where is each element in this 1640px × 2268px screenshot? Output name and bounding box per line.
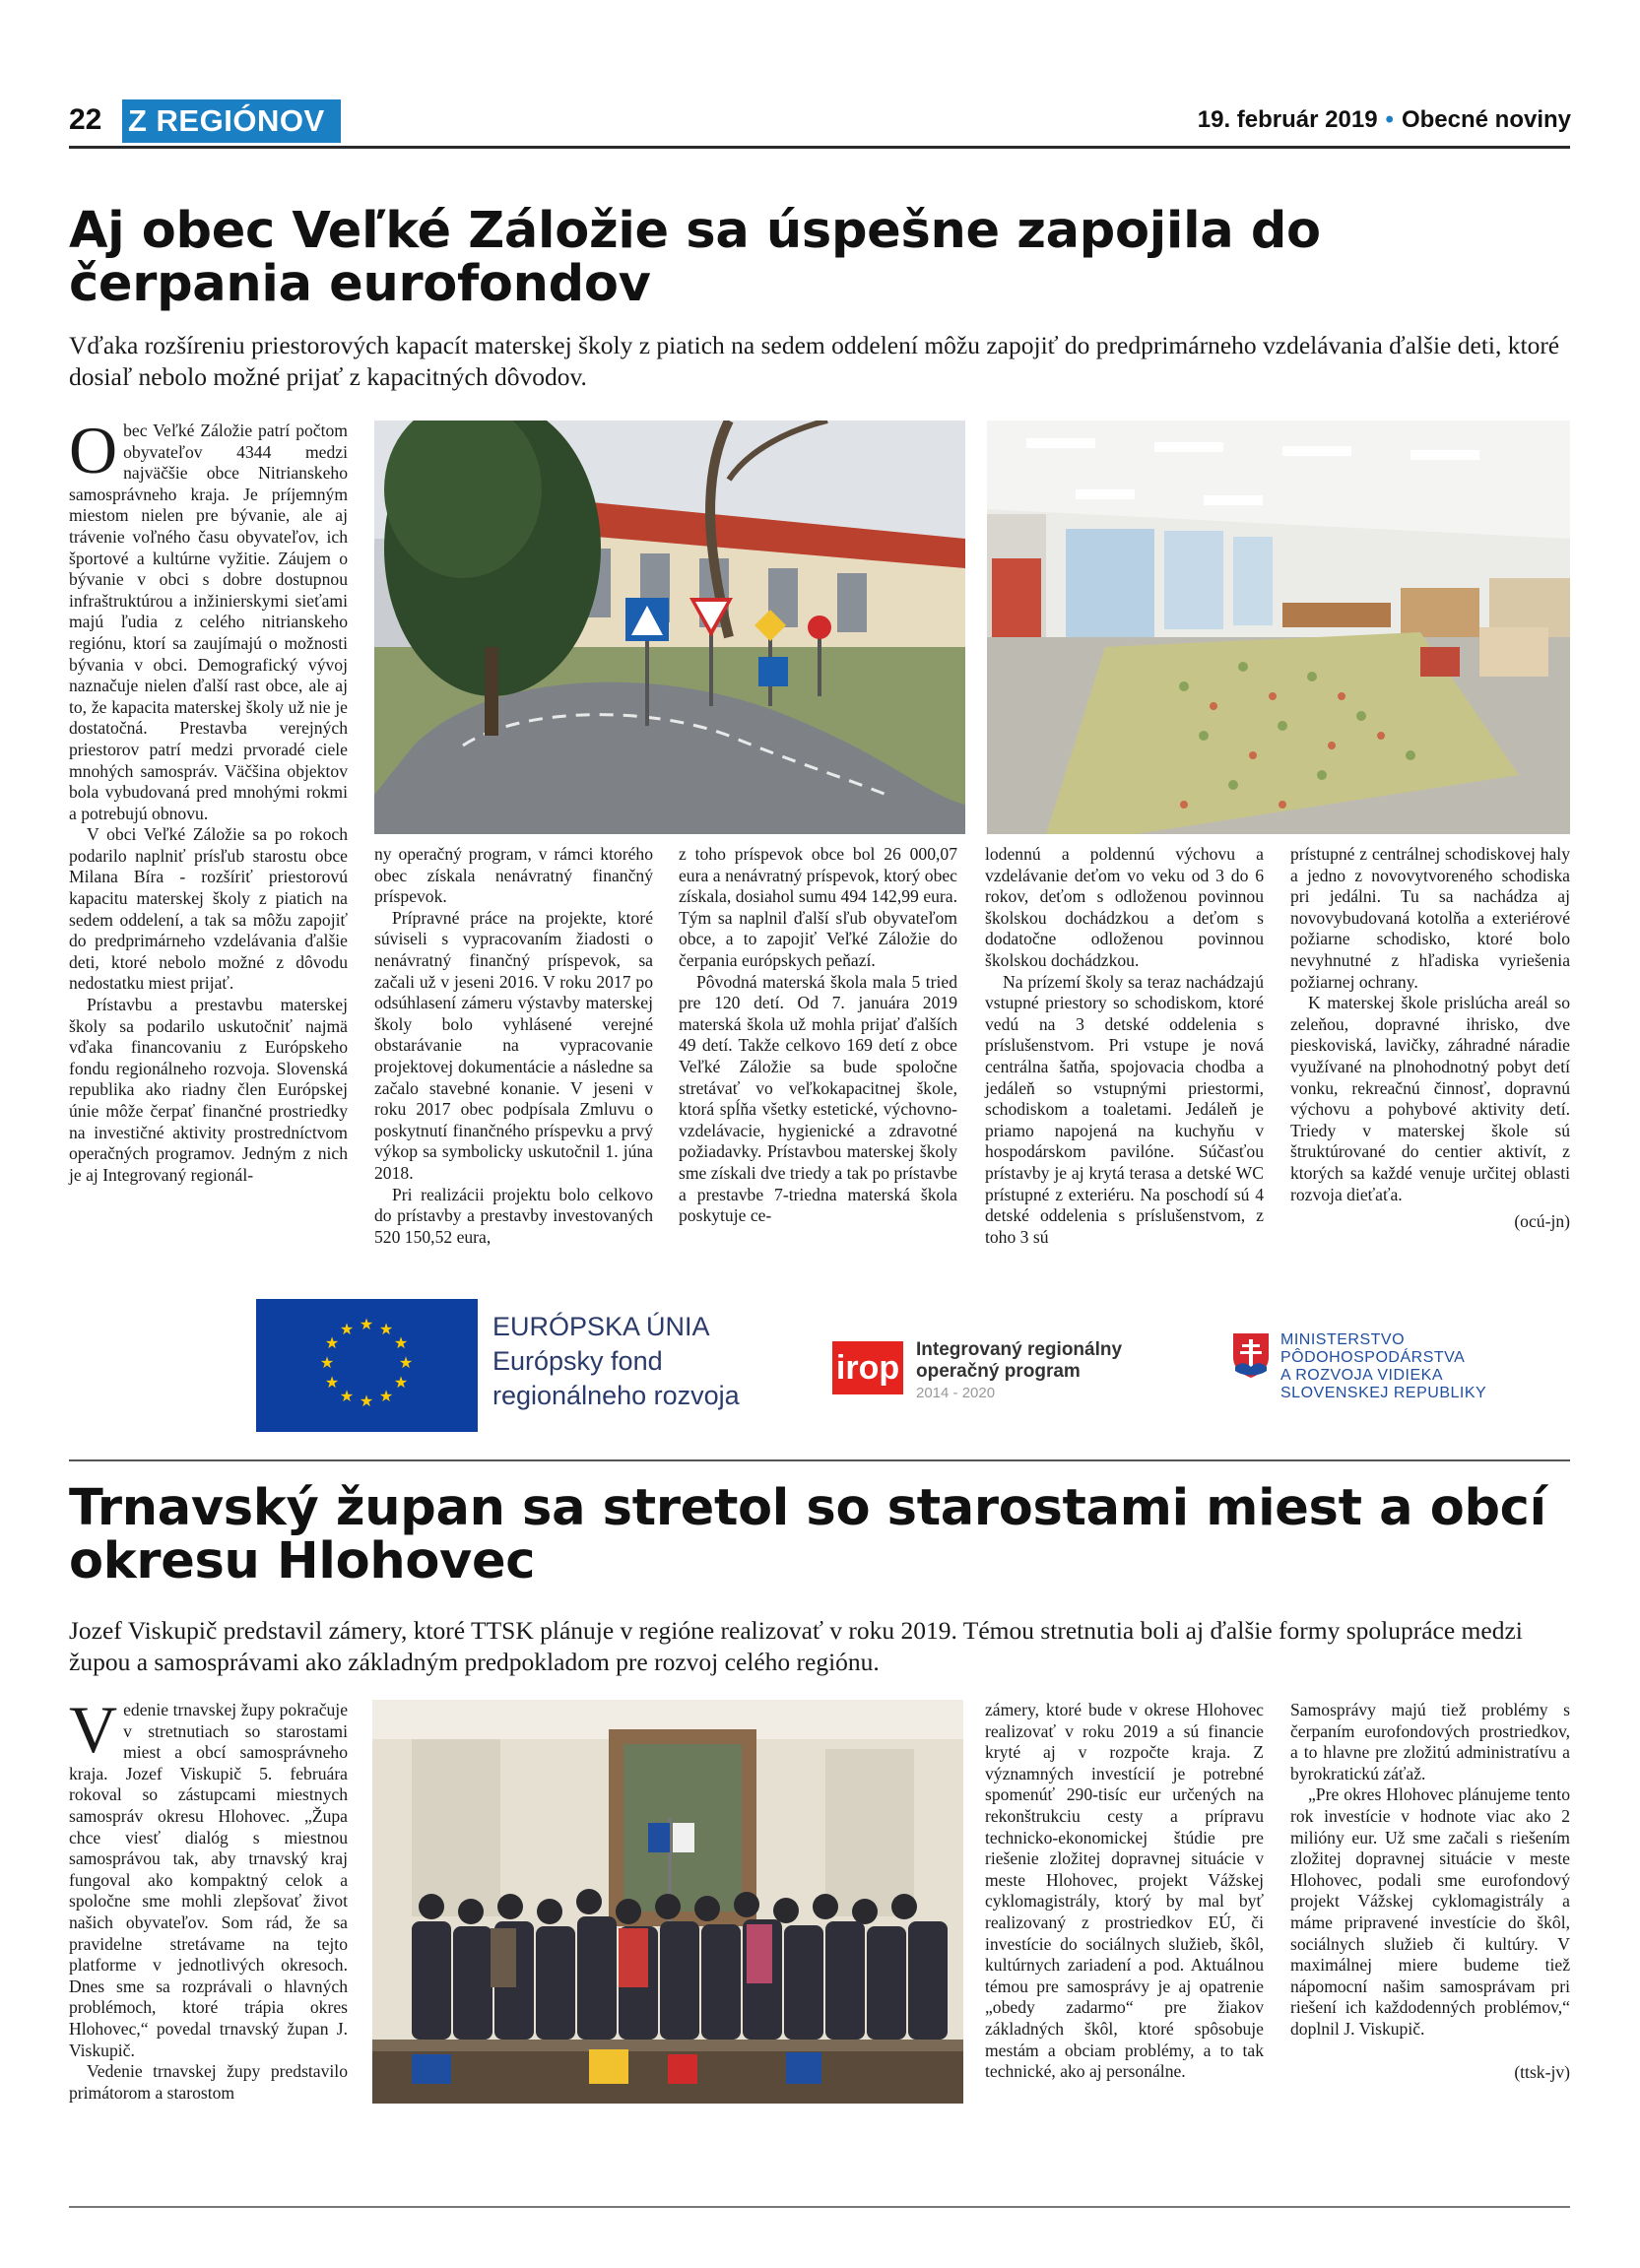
issue-date: 19. február 2019 [1197, 106, 1378, 133]
article1-lead: Vďaka rozšíreniu priestorových kapacít materskej školy z piatich na sedem oddelení môžu zapojiť do predprimárneho vzdelávania ďalšie deti, ktoré dosiaľ nebolo možné prijať z kapacitných dôvodov. [69, 331, 1560, 391]
irop-years: 2014 - 2020 [916, 1385, 996, 1401]
svg-text:★: ★ [319, 1353, 335, 1372]
photo-classroom [987, 421, 1570, 834]
article2-title: Trnavský župan sa stretol so starostami miest a obcí okresu Hlohovec [69, 1479, 1546, 1590]
paragraph: Pri realizácii projektu bolo celkovo do prístavby a prestavby investovaných 520 150,52 eura, [374, 1184, 653, 1247]
ministry-line: PÔDOHOSPODÁRSTVA [1280, 1349, 1466, 1366]
article1-signature: (ocú-jn) [1514, 1211, 1570, 1232]
article2-column-1 [69, 1692, 348, 2104]
paragraph: bec Veľké Záložie patrí počtom obyvateľov 4344 medzi najväčšie obce Nitrianskeho samosprávneho kraja. Je príjemným miestom nielen pre bývanie, ale aj trávenie voľného času obyvateľov, ich športové a kultúrne vyžitie. Záujem o bývanie v obci s dobre dostupnou infraštruktúrou a inžinierskymi sieťami majú ľudia z celého nitrianskeho regiónu, ktorí sa zaujímajú o možnosti bývania v obci. Demografický vývoj naznačuje nielen ďalší rast obce, ale aj to, že kapacita materskej školy už nie je dostatočná. Prestavba verejných priestorov patrí medzi prvoradé ciele mnohých samospráv. Väčšina objektov bola vybudovaná pred mnohými rokmi a potrebujú obnovu. [69, 421, 348, 823]
paragraph: V obci Veľké Záložie sa po rokoch podarilo naplniť prísľub starostu obce Milana Bíra - rozšíriť priestorovú kapacitu materskej školy z piatich na sedem oddelení, a tak sa môžu zapojiť do predprimárneho vzdelávania ďalšie deti, ktoré nebolo možné z dôvodu nedostatku miest prijať. [69, 824, 348, 994]
paragraph: zámery, ktoré bude v okrese Hlohovec realizovať v roku 2019 a sú financie kryté aj v rozpočte kraja. Z významných investícií je potrebné spomenúť 290-tisíc eur určených na rekonštrukciu cesty a prípravu technicko-ekonomickej štúdie pre riešenie zložitej dopravnej situácie v meste Hlohovec, projekt Vážskej cyklomagistrály, ktorý by mal byť realizovaný z prostriedkov EÚ, či investície do sociálnych služieb, škôl, kultúrnych zariadení a pod. Aktuálnou témou pre samosprávy je aj opatrenie „obedy zadarmo“ pre žiakov základných škôl, ktoré spôsobuje mestám a obciam problémy, a to tak technické, ako aj personálne. [985, 1700, 1264, 2082]
article1-column-4 [985, 844, 1264, 1248]
ministry-line: MINISTERSTVO [1280, 1331, 1406, 1348]
separator-dot: • [1385, 106, 1394, 133]
svg-text:★: ★ [324, 1333, 340, 1352]
paragraph: lodennú a poldennú výchovu a vzdelávanie deťom vo veku od 3 do 6 rokov, deťom s odloženou povinnou školskou dochádzkou a deťom s dodatočne odloženou povinnou školskou dochádzkou. [985, 844, 1264, 970]
article1-column-2 [374, 844, 653, 1248]
article2-signature: (ttsk-jv) [1514, 2061, 1570, 2082]
section-divider [69, 1459, 1570, 1461]
svg-text:★: ★ [393, 1333, 409, 1352]
svg-text:★: ★ [378, 1387, 394, 1405]
svg-text:★: ★ [324, 1373, 340, 1392]
svg-text:★: ★ [393, 1373, 409, 1392]
photo-group-meeting [372, 1700, 963, 2104]
paragraph: Vedenie trnavskej župy predstavilo primátorom a starostom [69, 2061, 348, 2103]
article2-column-2 [985, 1700, 1264, 2083]
article2-lead: Jozef Viskupič predstavil zámery, ktoré TTSK plánuje v regióne realizovať v roku 2019. Témou stretnutia boli aj ďalšie formy spolupráce medzi župou a samosprávami ako základným predpokladom pre rozvoj celého regiónu. [69, 1616, 1523, 1676]
irop-line: operačný program [916, 1361, 1081, 1382]
paragraph: Samosprávy majú tiež problémy s čerpaním eurofondových prostriedkov, a to hlavne pre zložitú administratívu a byrokratickú záťaž. [1290, 1700, 1570, 1783]
slovak-coat-of-arms-icon [1231, 1331, 1271, 1379]
article2-column-3 [1290, 1700, 1570, 2083]
paragraph: z toho príspevok obce bol 26 000,07 eura a nenávratný príspevok, ktorý obec získala, dosiahol sumu 494 142,99 eura. Tým sa naplnil ďalší sľub obyvateľom obce, a to zapojiť Veľké Záložie do čerpania európskych peňazí. [679, 844, 957, 970]
paragraph: Pôvodná materská škola mala 5 tried pre 120 detí. Od 7. januára 2019 materská škola už mohla prijať ďalších 49 detí. Takže celkovo 169 detí z obce Veľké Záložie sa bude spoločne stretávať vo veľkokapacitnej škole, ktorá spĺňa všetky estetické, výchovno-vzdelávacie, hygienické a zdravotné požiadavky. Prístavbou materskej školy sme získali dve triedy a tak po prístavbe a prestavbe 7-triedna materská škola poskytuje ce- [679, 971, 957, 1226]
irop-text [916, 1339, 1122, 1404]
eu-line: EURÓPSKA ÚNIA [492, 1312, 710, 1341]
paragraph: Na prízemí školy sa teraz nachádzajú vstupné priestory so schodiskom, ktoré vedú na 3 detské oddelenia s príslušenstvom. Pri vstupe je nová centrálna šatňa, spojovacia chodba a jedáleň so vstupnými priestormi, schodiskom a toaletami. Jedáleň je priamo napojená na kuchyňu v hospodárskom pavilóne. Súčasťou prístavby je aj krytá terasa a detské WC prístupné z exteriéru. Na poschodí sú 4 detské oddelenia s príslušenstvom, z toho 3 sú [985, 971, 1264, 1247]
paragraph: „Pre okres Hlohovec plánujeme tento rok investície v hodnote viac ako 2 milióny eur. Už sme začali s riešením zložitej dopravnej situácie v meste Hlohovec, podali sme eurofondový projekt Vážskej cyklomagistrály a máme pripravené investície do škôl, sociálnych služieb či kultúry. V maximálnej miere budeme tiež nápomocní našim samosprávam pri riešení ich každodenných problémov,“ doplnil J. Viskupič. [1290, 1784, 1570, 2039]
paragraph: ny operačný program, v rámci ktorého obec získala nenávratný finančný príspevok. [374, 844, 653, 907]
eu-line: Európsky fond [492, 1346, 663, 1376]
photo-traffic-playground [374, 421, 965, 834]
article1-title: Aj obec Veľké Záložie sa úspešne zapojila do čerpania eurofondov [69, 202, 1321, 313]
svg-text:★: ★ [398, 1353, 414, 1372]
newspaper-name: Obecné noviny [1401, 106, 1571, 133]
svg-text:★: ★ [359, 1392, 374, 1410]
ministry-text [1280, 1331, 1486, 1402]
article1-column-1 [69, 413, 348, 1186]
eu-flag-icon [256, 1299, 478, 1432]
eu-line: regionálneho rozvoja [492, 1381, 740, 1410]
header-rule [69, 146, 1570, 149]
eu-fund-text [492, 1310, 740, 1413]
irop-line: Integrovaný regionálny [916, 1339, 1123, 1360]
svg-text:★: ★ [378, 1320, 394, 1338]
paragraph: Prístavbu a prestavbu materskej školy sa podarilo uskutočniť najmä vďaka financovaniu z Európskeho fondu regionálneho rozvoja. Slovenská republika ako riadny člen Európskej únie môže čerpať finančné prostriedky na investičné aktivity prostredníctvom operačných programov. Jedným z nich je aj Integrovaný regionál- [69, 995, 348, 1185]
footer-rule [69, 2206, 1570, 2208]
paragraph: prístupné z centrálnej schodiskovej haly a jedno z novovytvoreného schodiska pri jedálni. Tu sa nachádza aj novovybudovaná kotolňa a exteriérové požiarne schodisko, ktoré bolo nevyhnutné z hľadiska vyriešenia požiarnej ochrany. [1290, 844, 1570, 992]
section-label: Z REGIÓNOV [122, 99, 341, 143]
irop-logo-icon: irop [832, 1341, 903, 1394]
svg-text:★: ★ [339, 1320, 355, 1338]
ministry-line: A ROZVOJA VIDIEKA [1280, 1367, 1443, 1384]
drop-cap: O [69, 413, 118, 487]
paragraph: Prípravné práce na projekte, ktoré súviseli s vypracovaním žiadosti o nenávratný finančný príspevok, sa začali už v jeseni 2016. V roku 2017 po odsúhlasení zámeru výstavby materskej školy bolo vyhlásené verejné obstarávanie na vypracovanie projektovej dokumentácie a následne sa začalo stavebné konanie. V jeseni v roku 2017 obec podpísala Zmluvu o poskytnutí finančného príspevku a prvý výkop sa symbolicky uskutočnil 1. júna 2018. [374, 907, 653, 1183]
paragraph: K materskej škole prislúcha areál so zeleňou, dopravné ihrisko, dve pieskoviská, lavičky, záhradné náradie využívané na plnohodnotný pobyt detí vonku, rekreačnú činnosť, dopravnú výchovu a pohybové aktivity detí. Triedy v materskej škole sú štruktúrované do centier aktivít, z ktorých sa každé venuje určitej oblasti rozvoja dieťaťa. [1290, 993, 1570, 1204]
svg-text:★: ★ [339, 1387, 355, 1405]
ministry-line: SLOVENSKEJ REPUBLIKY [1280, 1385, 1487, 1401]
article1-column-5 [1290, 844, 1570, 1233]
svg-text:★: ★ [359, 1315, 374, 1333]
paragraph: edenie trnavskej župy pokračuje v stretnutiach so starostami miest a obcí samosprávneho kraja. Jozef Viskupič 5. februára rokoval so zástupcami miestnych samospráv okresu Hlohovec. „Župa chce viesť dialóg s miestnou samosprávou tak, aby trnavský kraj fungoval ako kompaktný celok a spoločne sme mohli zlepšovať život našich obyvateľov. Som rád, že sa pravidelne stretávame na tejto platforme v jednotlivých okresoch. Dnes sme sa rozprávali o hlavných problémoch, ktoré trápia okres Hlohovec,“ povedal trnavský župan J. Viskupič. [69, 1700, 348, 2060]
page-number: 22 [69, 103, 102, 136]
drop-cap: V [69, 1692, 118, 1767]
issue-info [1198, 106, 1571, 134]
article1-column-3 [679, 844, 957, 1227]
